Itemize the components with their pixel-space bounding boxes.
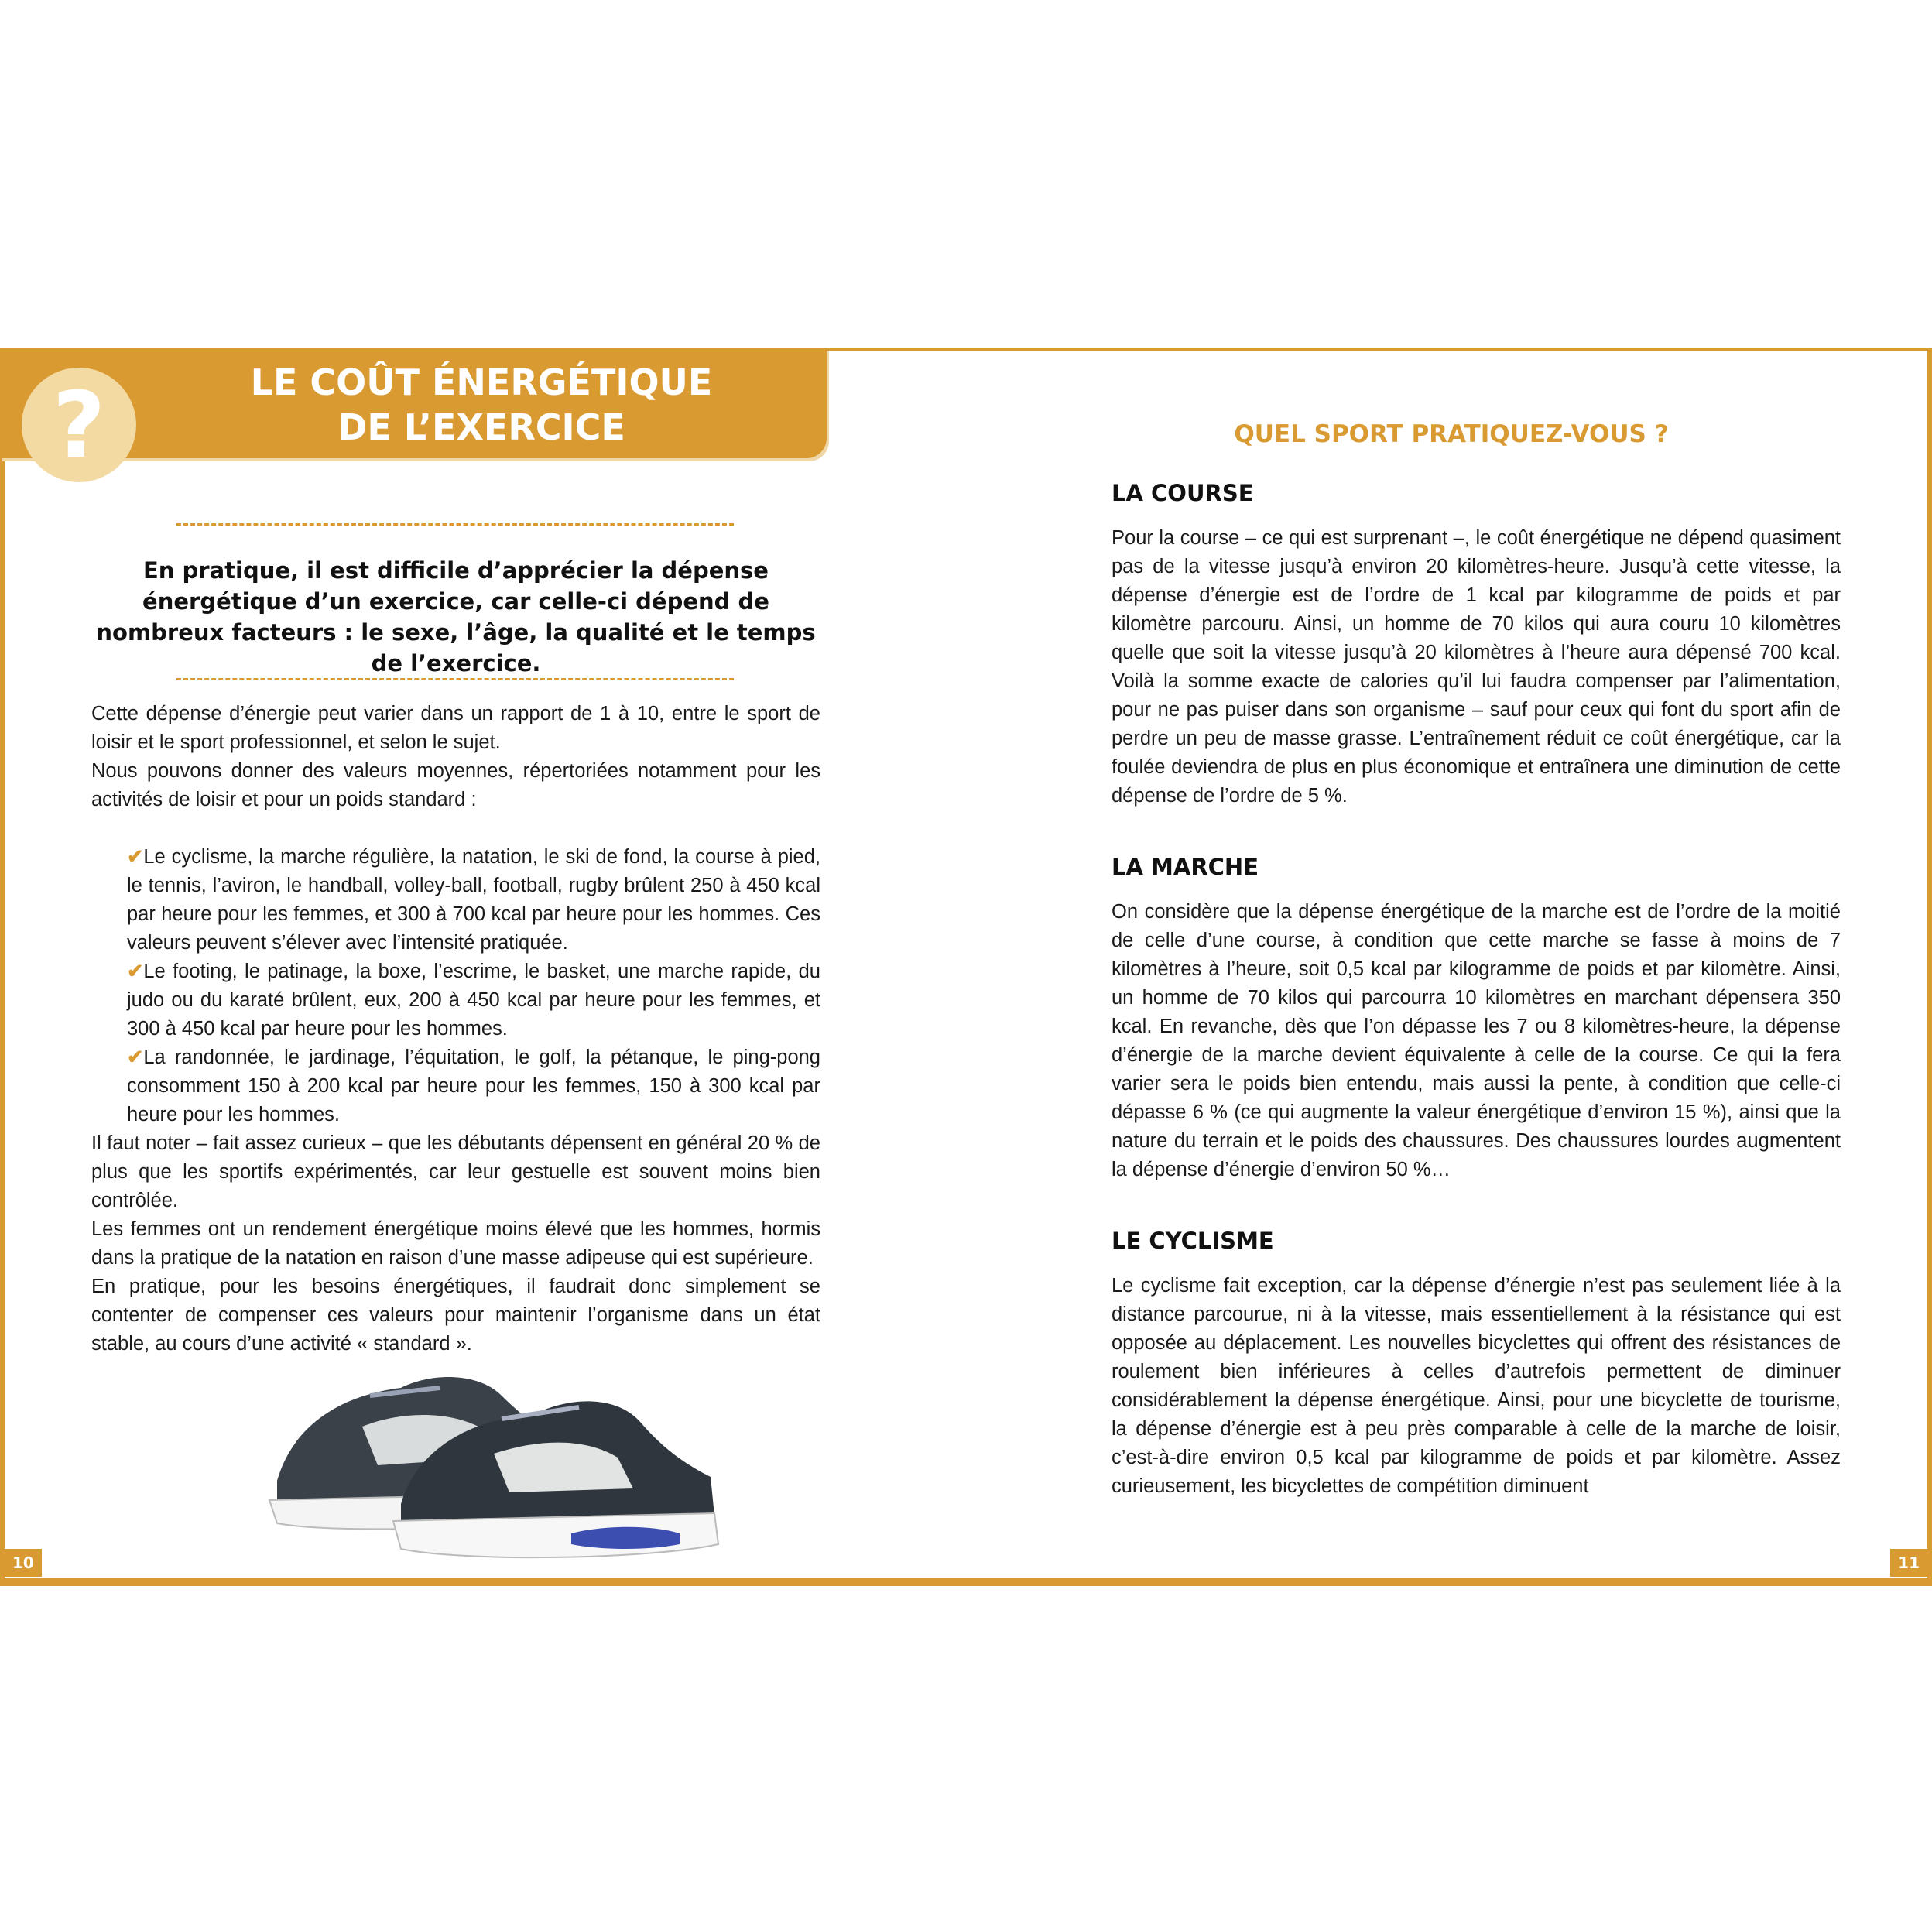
check-icon: ✔ (127, 846, 144, 868)
list-item (127, 957, 820, 1043)
right-border (1927, 348, 1932, 1586)
list-item-text: La randonnée, le jardinage, l’équitation, le golf, la pétanque, le ping-pong consomment 150 à 200 kcal par heure pour les femmes, 150 à 300 kcal par heure pour les hommes. (127, 1046, 820, 1125)
list-item (127, 843, 820, 957)
page-title (203, 360, 760, 450)
section-marche (1112, 851, 1841, 1184)
paragraph: Cette dépense d’énergie peut varier dans un rapport de 1 à 10, entre le sport de loisir et le sport professionnel, et selon le sujet. (91, 703, 820, 753)
section-title: QUEL SPORT PRATIQUEZ-VOUS ? (1234, 420, 1669, 448)
subheading-marche: LA MARCHE (1112, 854, 1259, 880)
title-line-1: LE COÛT ÉNERGÉTIQUE (250, 361, 713, 403)
check-icon: ✔ (127, 1046, 144, 1068)
dashed-divider-top (176, 523, 734, 526)
paragraph: Les femmes ont un rendement énergétique moins élevé que les hommes, hormis dans la pratique de la natation en raison d’une masse adipeuse qui est supérieure. (91, 1218, 820, 1269)
paragraph: En pratique, pour les besoins énergétiques, il faudrait donc simplement se contenter de compenser ces valeurs pour maintenir l’organisme dans un état stable, au cours d’une activité « standard ». (91, 1276, 820, 1355)
question-mark-icon: ? (52, 372, 106, 478)
title-line-2: DE L’EXERCICE (337, 406, 625, 448)
paragraph: Il faut noter – fait assez curieux – que les débutants dépensent en général 20 % de plus que les sportifs expérimentés, car leur gestuelle est souvent moins bien contrôlée. (91, 1132, 820, 1211)
cyclisme-text: Le cyclisme fait exception, car la dépense d’énergie n’est pas seulement liée à la distance parcourue, ni à la vitesse, mais essentiellement à la résistance qui est opposée au déplacement. Les nouvelles bicyclettes qui offrent des résistances de roulement bien inférieures à celles d’autrefois permettent de diminuer considérablement la dépense énergétique. Ainsi, pour une bicyclette de tourisme, la dépense d’énergie est à peu près comparable à celle de la marche de loisir, c’est-à-dire environ 0,5 kcal par kilogramme de poids et par kilomètre. Assez curieusement, les bicyclettes de compétition diminuent (1112, 1275, 1841, 1497)
sneakers-image (246, 1341, 724, 1566)
left-body (91, 700, 820, 1358)
subheading-cyclisme: LE CYCLISME (1112, 1228, 1274, 1254)
bullet-list (127, 843, 820, 1129)
check-icon: ✔ (127, 961, 144, 982)
course-text: Pour la course – ce qui est surprenant –, le coût énergétique ne dépend quasiment pas de la vitesse jusqu’à environ 20 kilomètres-heure. Jusqu’à cette vitesse, la dépense d’énergie est de l’ordre de 1 kcal par kilogramme de poids et par kilomètre parcouru. Ainsi, un homme de 70 kilos qui aura couru 10 kilomètres quelle que soit la vitesse jusqu’à 20 kilomètres à l’heure aura dépensé 700 kcal. Voilà la somme exacte de calories qu’il lui faudra compenser par l’alimentation, pour ne pas puiser dans son organisme – sauf pour ceux qui font du sport afin de perdre un peu de masse grasse. L’entraînement réduit ce coût énergétique, car la foulée deviendra de plus en plus économique et entraînera une diminution de cette dépense de l’ordre de 5 %. (1112, 527, 1841, 807)
lead-paragraph: En pratique, il est difficile d’apprécier la dépense énergétique d’un exercice, car celle-ci dépend de nombreux facteurs : le sexe, l’âge, la qualité et le temps de l’exercice. (96, 557, 816, 677)
subheading-course: LA COURSE (1112, 480, 1254, 506)
section-course (1112, 478, 1841, 810)
left-border (0, 348, 5, 1586)
list-item (127, 1043, 820, 1129)
paragraph: Nous pouvons donner des valeurs moyennes, répertoriées notamment pour les activités de loisir et pour un poids standard : (91, 760, 820, 810)
list-item-text: Le cyclisme, la marche régulière, la natation, le ski de fond, la course à pied, le tennis, l’aviron, le handball, volley-ball, football, rugby brûlent 250 à 450 kcal par heure pour les femmes, et 300 à 700 kcal par heure pour les hommes. Ces valeurs peuvent s’élever avec l’intensité pratiquée. (127, 846, 820, 954)
dashed-divider-bottom (176, 678, 734, 680)
section-cyclisme (1112, 1225, 1841, 1501)
book-spread (0, 348, 1932, 1586)
page-number-left: 10 (5, 1549, 42, 1577)
page-number-right: 11 (1890, 1549, 1927, 1577)
marche-text: On considère que la dépense énergétique de la marche est de l’ordre de la moitié de celle d’une course, à condition que cette marche se fasse à moins de 7 kilomètres à l’heure, soit 0,5 kcal par kilogramme de poids et par kilomètre. Ainsi, un homme de 70 kilos qui parcourra 10 kilomètres en marchant dépensera 350 kcal. En revanche, dès que l’on dépasse les 7 ou 8 kilomètres-heure, la dépense d’énergie de la marche devient équivalente à celle de la course. Ce qui la fera varier sera le poids bien entendu, mais aussi la pente, à condition que celle-ci dépasse 6 % (ce qui augmente la valeur énergétique d’environ 15 %), ainsi que la nature du terrain et le poids des chaussures. Des chaussures lourdes augmentent la dépense d’énergie d’environ 50 %… (1112, 901, 1841, 1180)
list-item-text: Le footing, le patinage, la boxe, l’escrime, le basket, une marche rapide, du judo ou du karaté brûlent, eux, 200 à 450 kcal par heure pour les femmes, et 300 à 450 kcal par heure pour les hommes. (127, 961, 820, 1040)
